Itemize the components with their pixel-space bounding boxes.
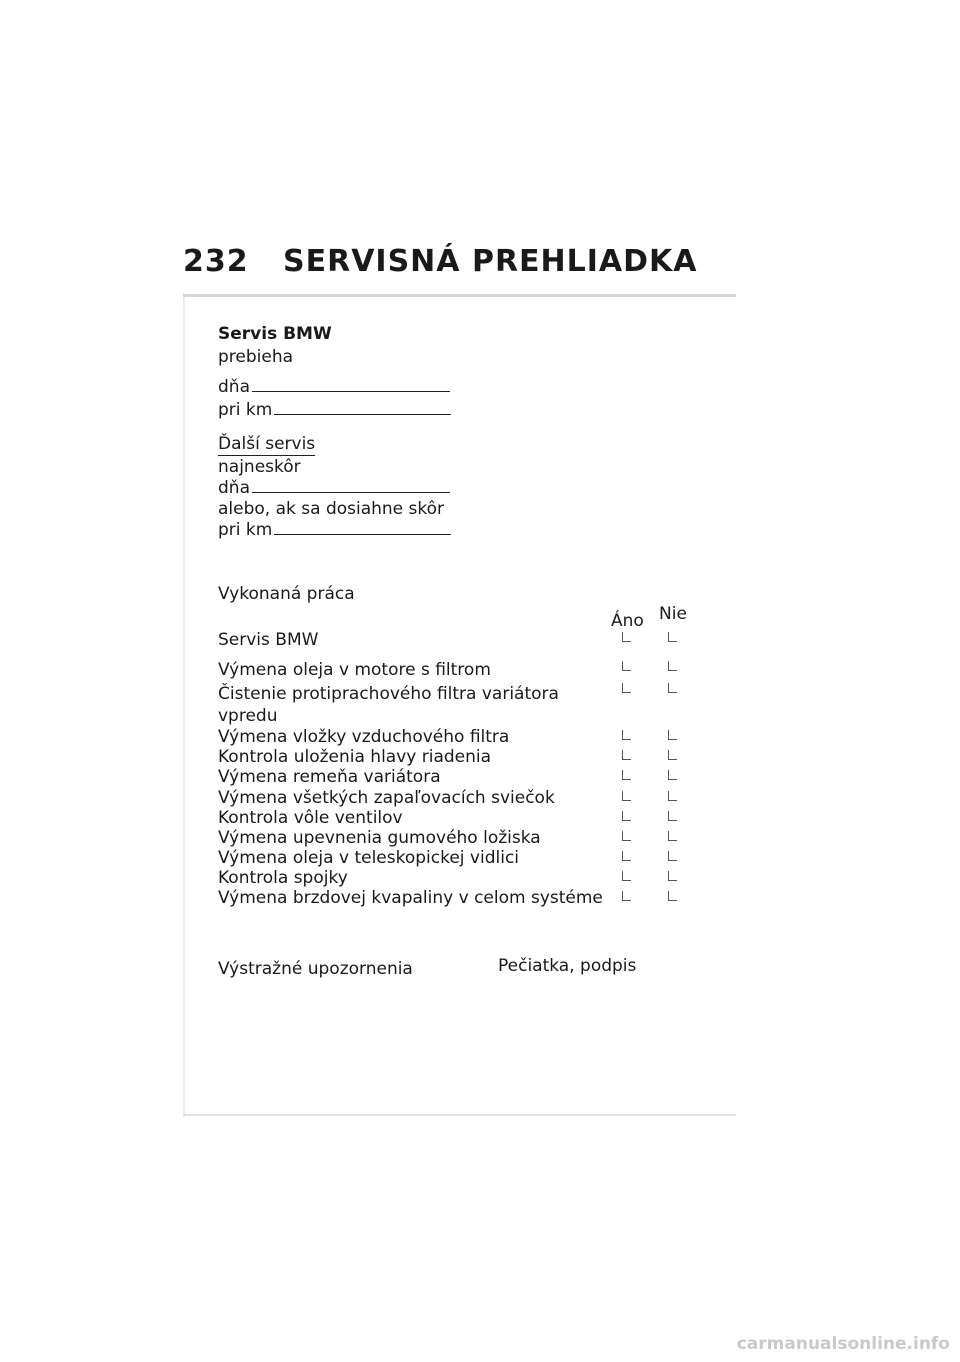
task-item: Výmena vložky vzduchového filtra — [218, 727, 510, 747]
service-title: Servis BMW — [218, 324, 332, 344]
checkbox-yes[interactable] — [622, 683, 631, 693]
column-no: Nie — [659, 604, 687, 624]
task-item: Kontrola vôle ventilov — [218, 808, 403, 828]
checkbox-no[interactable] — [668, 811, 677, 821]
service-km-row — [218, 400, 451, 420]
checkbox-yes[interactable] — [622, 851, 631, 861]
next-service-latest: najneskôr — [218, 457, 301, 477]
stamp-signature-label: Pečiatka, podpis — [498, 956, 637, 976]
header-rule — [183, 294, 736, 297]
next-service-or: alebo, ak sa dosiahne skôr — [218, 499, 445, 519]
checkbox-no[interactable] — [668, 791, 677, 801]
service-km-line — [274, 413, 451, 415]
checkbox-yes[interactable] — [622, 730, 631, 740]
checkbox-yes[interactable] — [622, 791, 631, 801]
page-number: 232 — [183, 244, 249, 279]
next-service-date-line — [252, 491, 450, 493]
checkbox-yes[interactable] — [622, 871, 631, 881]
warnings-label: Výstražné upozornenia — [218, 959, 413, 979]
checkbox-no[interactable] — [668, 770, 677, 780]
checkbox-yes[interactable] — [622, 770, 631, 780]
checkbox-yes[interactable] — [622, 831, 631, 841]
work-heading: Vykonaná práca — [218, 584, 355, 604]
task-item: Výmena oleja v motore s filtrom — [218, 660, 491, 680]
task-item: Kontrola spojky — [218, 868, 348, 888]
task-item: Servis BMW — [218, 630, 319, 650]
checkbox-no[interactable] — [668, 851, 677, 861]
watermark-text: carmanualsonline.info — [736, 1334, 950, 1354]
next-service-title-wrap — [218, 434, 315, 454]
task-item: vpredu — [218, 706, 278, 726]
task-item: Kontrola uloženia hlavy riadenia — [218, 747, 492, 767]
next-service-km-line — [274, 533, 451, 535]
page-header — [183, 244, 698, 279]
checkbox-yes[interactable] — [622, 891, 631, 901]
task-item: Výmena brzdovej kvapaliny v celom systéme — [218, 888, 603, 908]
next-service-km-row — [218, 520, 451, 540]
service-date-row — [218, 377, 450, 397]
checkbox-yes[interactable] — [622, 750, 631, 760]
checkbox-no[interactable] — [668, 632, 677, 642]
checkbox-no[interactable] — [668, 871, 677, 881]
checkbox-no[interactable] — [668, 831, 677, 841]
service-date-line — [252, 390, 450, 392]
next-service-date-row — [218, 478, 450, 498]
column-yes: Áno — [611, 611, 644, 631]
task-item: Čistenie protiprachového filtra variátora — [218, 684, 559, 704]
checkbox-no[interactable] — [668, 750, 677, 760]
task-item: Výmena upevnenia gumového ložiska — [218, 828, 541, 848]
next-service-title: Ďalší servis — [218, 434, 316, 454]
checkbox-no[interactable] — [668, 683, 677, 693]
checkbox-yes[interactable] — [622, 661, 631, 671]
next-service-date-label: dňa — [218, 478, 250, 498]
service-status: prebieha — [218, 347, 294, 367]
checkbox-no[interactable] — [668, 891, 677, 901]
next-service-km-label: pri km — [218, 520, 273, 540]
task-item: Výmena oleja v teleskopickej vidlici — [218, 848, 520, 868]
checkbox-yes[interactable] — [622, 811, 631, 821]
service-date-label: dňa — [218, 377, 250, 397]
page-title: SERVISNÁ PREHLIADKA — [283, 244, 698, 279]
task-item: Výmena všetkých zapaľovacích sviečok — [218, 788, 555, 808]
bottom-rule — [183, 1114, 736, 1116]
task-item: Výmena remeňa variátora — [218, 767, 441, 787]
checkbox-yes[interactable] — [622, 632, 631, 642]
checkbox-no[interactable] — [668, 661, 677, 671]
checkbox-no[interactable] — [668, 730, 677, 740]
service-km-label: pri km — [218, 400, 273, 420]
side-rule — [183, 297, 185, 1117]
